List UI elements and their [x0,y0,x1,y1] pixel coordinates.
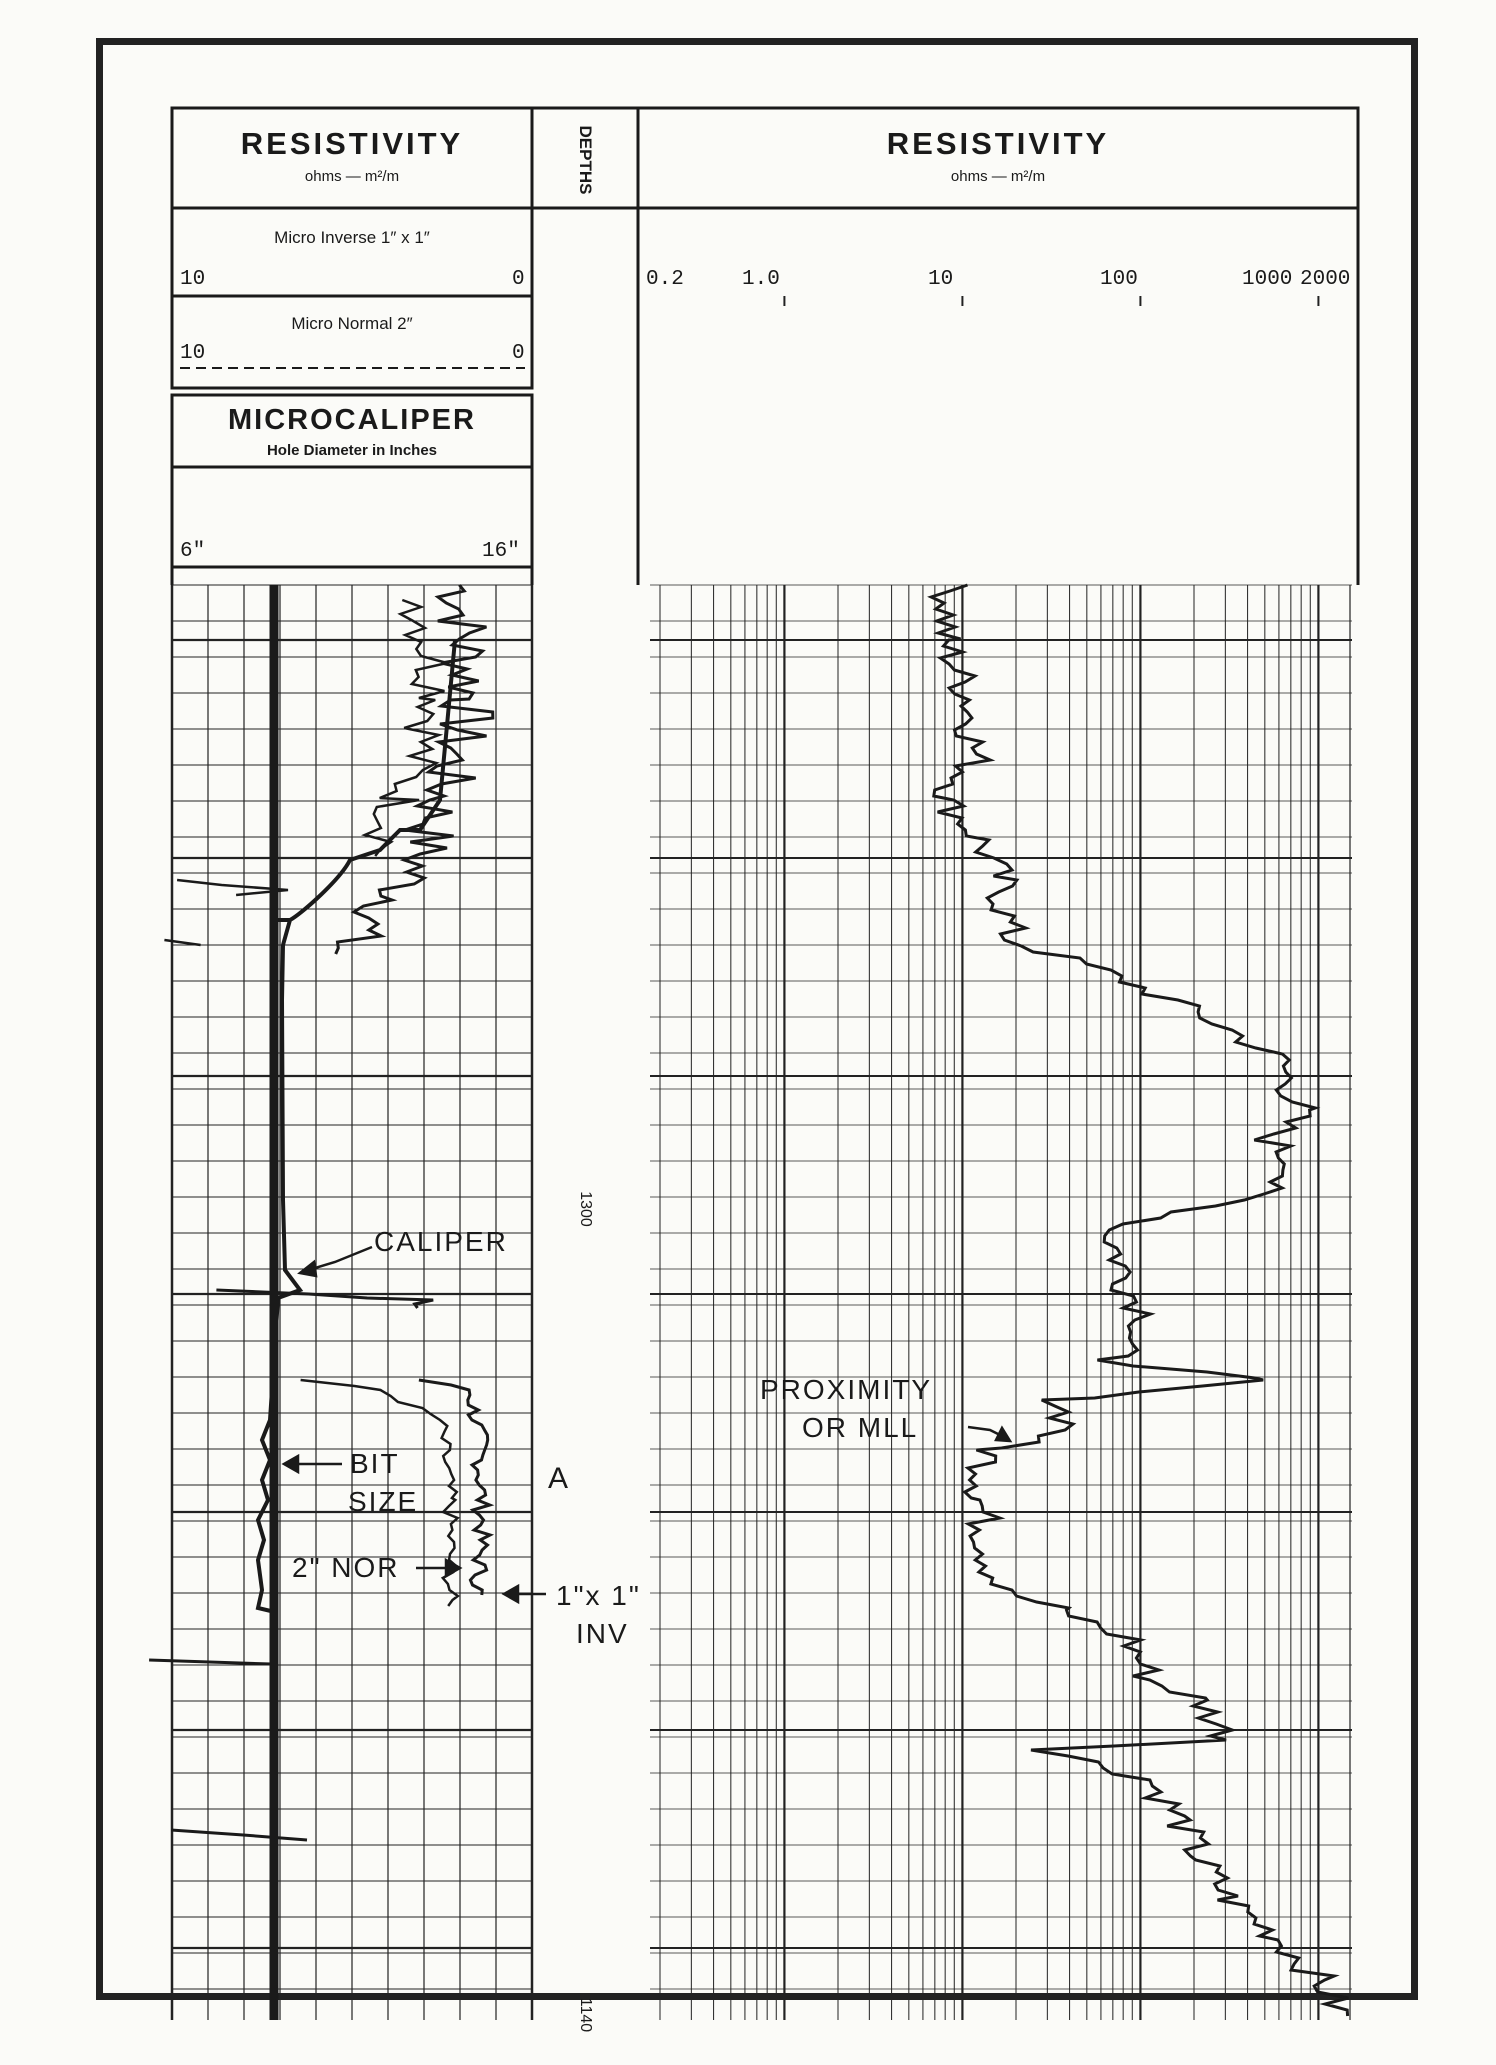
micro-normal-label: Micro Normal 2″ [291,314,413,333]
scale-label-100: 100 [1100,268,1138,291]
right-track-grid [650,585,1352,2020]
bit-size-arrowhead [284,1456,298,1472]
size-annotation: SIZE [348,1486,419,1517]
caliper-annotation: CALIPER [374,1226,508,1257]
left-resistivity-title: RESISTIVITY [240,126,464,161]
normal-annotation: 2" NOR [292,1552,400,1583]
scale-label-2000: 2000 [1300,268,1351,291]
right-resistivity-title: RESISTIVITY [886,126,1110,161]
bit-annotation: BIT [350,1448,400,1479]
microcaliper-scale-box [172,467,532,567]
right-resistivity-units: ohms — m²/m [950,168,1046,185]
inverse-arrowhead [504,1586,518,1602]
right-scale-ticks [784,296,1318,306]
depth-mark-1140: 1140 [577,1997,594,2033]
scale-label-1000: 1000 [1242,268,1293,291]
scale-label-10: 10 [928,268,954,291]
caliper-right-value: 16″ [482,540,520,563]
inverse-annotation-line2: INV [576,1618,629,1649]
mll-arrowhead [996,1428,1010,1441]
depth-mark-1300: 1300 [577,1191,594,1227]
proximity-annotation: PROXIMITY [760,1374,933,1405]
mll-annotation: OR MLL [802,1412,919,1443]
microcaliper-title: MICROCALIPER [228,404,476,436]
point-a-label: A [548,1462,571,1495]
micro-normal-right-value: 0 [512,342,525,365]
scale-label-1-0: 1.0 [742,268,780,291]
micro-inverse-box [172,208,532,296]
micro-inverse-right-value: 0 [512,268,525,291]
scale-label-0-2: 0.2 [646,268,684,291]
micro-normal-left-value: 10 [180,342,206,365]
left-track-grid [172,585,532,2020]
inverse-annotation-line1: 1"x 1" [556,1580,641,1611]
micro-inverse-left-value: 10 [180,268,206,291]
micro-inverse-label: Micro Inverse 1″ x 1″ [274,228,430,247]
microcaliper-subtitle: Hole Diameter in Inches [266,442,438,459]
micro-inverse-curve [149,585,493,1840]
left-resistivity-units: ohms — m²/m [304,168,400,185]
micro-normal-box [172,296,532,388]
caliper-left-value: 6″ [180,540,206,563]
depths-header: DEPTHS [576,125,595,195]
